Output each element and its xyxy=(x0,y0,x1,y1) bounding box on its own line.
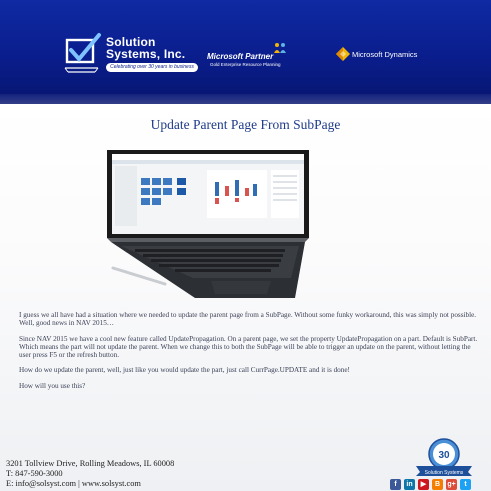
page-title: Update Parent Page From SubPage xyxy=(150,117,341,132)
blogger-icon[interactable]: B xyxy=(432,479,443,490)
microsoft-partner-logo xyxy=(207,42,327,72)
checkbox-logo-icon xyxy=(62,32,104,74)
ms-partner-subtitle: Gold Enterprise Resource Planning xyxy=(210,62,281,67)
solution-systems-logo[interactable] xyxy=(62,30,202,78)
company-name: Solution Systems, Inc. xyxy=(106,35,186,61)
dynamics-icon xyxy=(335,46,351,62)
google-plus-icon[interactable]: g+ xyxy=(447,481,456,488)
ms-partner-title: Microsoft Partner xyxy=(207,52,274,61)
svg-text:30: 30 xyxy=(438,450,450,461)
linkedin-icon[interactable]: in xyxy=(404,479,415,490)
social-icons xyxy=(390,479,471,490)
badge-label: Solution Systems xyxy=(424,470,464,476)
header-banner xyxy=(0,0,491,104)
facebook-icon[interactable]: f xyxy=(390,479,401,490)
footer-phone: T: 847-590-3000 xyxy=(6,469,63,478)
tablet-image xyxy=(95,146,395,306)
partner-people-icon xyxy=(273,42,287,54)
footer-contact xyxy=(6,459,174,489)
article-body xyxy=(19,311,479,397)
footer-email-web[interactable]: E: info@solsyst.com | www.solsyst.com xyxy=(6,479,141,488)
ms-dynamics-label: Microsoft Dynamics xyxy=(352,50,418,59)
paragraph: Since NAV 2015 we have a cool new feature called UpdatePropagation. On a parent page, we set the property UpdatePropagation on a part. Default is SubPart. Which means the part will not update the parent. When we change this to both the SubPage will be able to trigger an update on the parent, without letting the user press F5 or the refresh button. xyxy=(19,334,478,360)
paragraph: I guess we all have had a situation where we needed to update the parent page from a SubPage. Without some funky workaround, this was simply not possible. Well, good news in NAV 2015… xyxy=(19,311,477,328)
footer-address-line: 3201 Tollview Drive, Rolling Meadows, IL 60008 xyxy=(6,459,175,468)
company-tagline: Celebrating over 30 years in business xyxy=(106,63,198,72)
paragraph: How will you use this? xyxy=(19,381,86,390)
youtube-icon[interactable]: ▶ xyxy=(418,479,429,490)
twitter-icon[interactable]: t xyxy=(460,479,471,490)
paragraph: How do we update the parent, well, just like you would update the part, just call CurrPage.UPDATE and it is done! xyxy=(19,366,350,375)
anniversary-badge xyxy=(414,436,474,481)
